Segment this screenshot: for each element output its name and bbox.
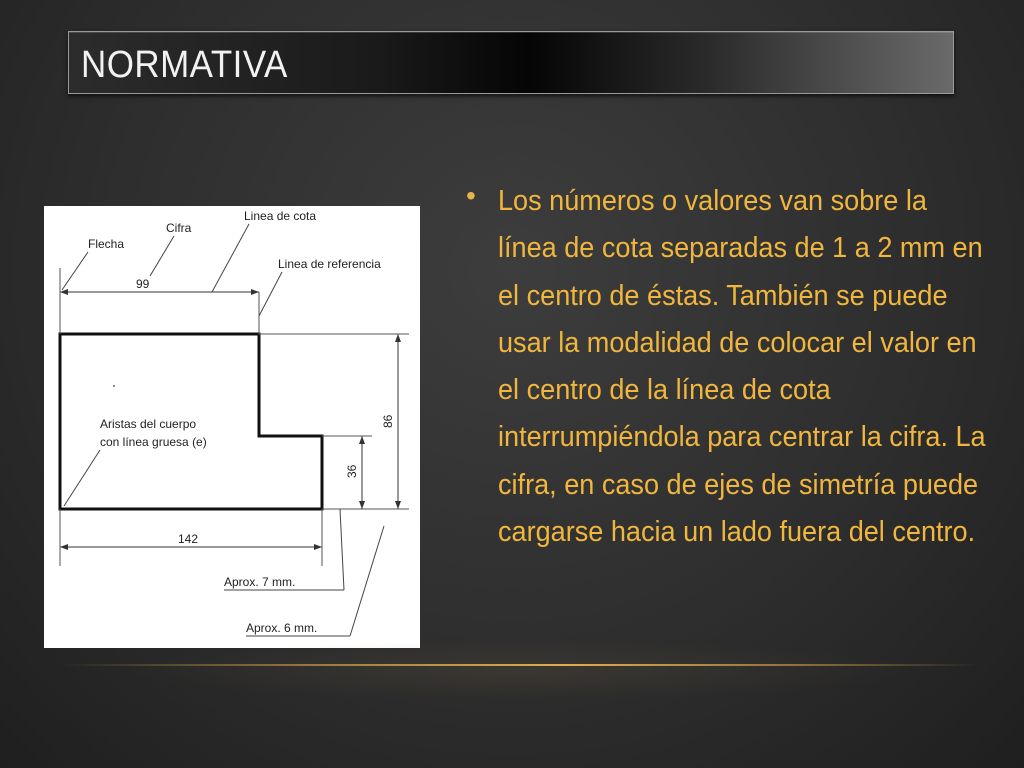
label-aprox-6: Aprox. 6 mm. [246,621,318,635]
leader-line [62,252,88,290]
dim-label-99: 99 [136,277,150,291]
dim-label-142: 142 [178,532,199,546]
slide-title: NORMATIVA [81,44,288,86]
label-flecha: Flecha [88,237,125,251]
bullet-icon: • [466,180,476,211]
bullet-text: Los números o valores van sobre la línea de cota separadas de 1 a 2 mm en el centro de éstas. También se puede usar la modalidad de colocar el valor en el centro de la línea de cota interrumpiéndola para centrar la cifra. La cifra, en caso de ejes de simetría puede cargarse hacia un lado fuera del centro. [498,185,986,549]
arrow-icon [395,334,401,342]
divider-line [60,664,980,666]
label-aristas-line1: Aristas del cuerpo [100,417,197,431]
arrow-icon [314,544,322,550]
leader-line [350,526,384,636]
title-bar [68,31,954,94]
label-aristas-line2: con línea gruesa (e) [100,435,207,449]
label-linea-de-referencia: Linea de referencia [278,257,381,271]
dim-label-86: 86 [381,414,395,428]
leader-line [150,236,174,276]
leader-line [64,450,100,506]
arrow-icon [60,544,68,550]
arrow-icon [60,289,68,295]
leader-line [212,224,249,292]
dimensioning-figure [44,206,420,648]
label-aprox-7: Aprox. 7 mm. [224,575,296,589]
center-mark [113,385,115,387]
leader-line [340,509,344,590]
dim-label-36: 36 [345,464,359,478]
arrow-icon [251,289,259,295]
label-cifra: Cifra [166,221,192,235]
label-linea-de-cota: Linea de cota [244,209,317,223]
arrow-icon [359,436,365,444]
arrow-icon [395,501,401,509]
divider-glow [120,640,920,700]
dimensioning-diagram [44,206,420,648]
leader-line [259,272,282,316]
arrow-icon [359,501,365,509]
bullet-content [466,178,996,556]
